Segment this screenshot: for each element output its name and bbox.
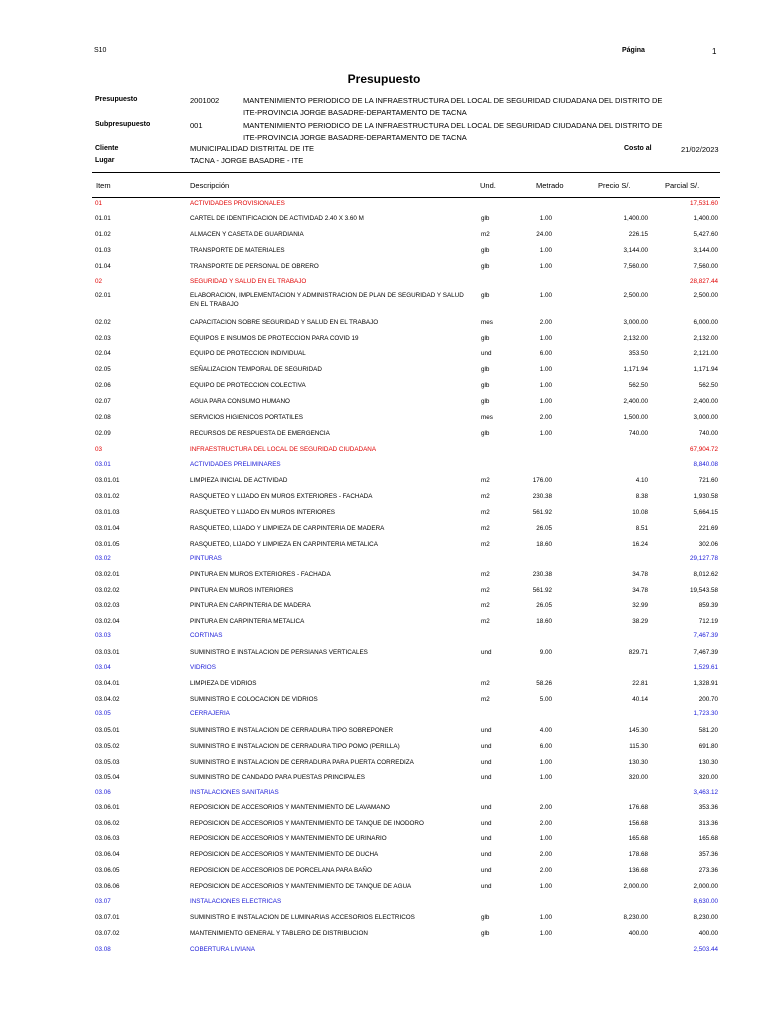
document-title: Presupuesto bbox=[347, 72, 421, 86]
row-description: CARTEL DE IDENTIFICACION DE ACTIVIDAD 2.40 X 3.60 M bbox=[190, 215, 364, 222]
row-metrado: 18.60 bbox=[536, 541, 552, 548]
row-description: REPOSICION DE ACCESORIOS Y MANTENIMIENTO DE LAVAMANO bbox=[190, 804, 390, 811]
row-parcial: 8,230.00 bbox=[693, 914, 718, 921]
row-description: EQUIPO DE PROTECCION COLECTIVA bbox=[190, 382, 306, 389]
row-description: SEÑALIZACION TEMPORAL DE SEGURIDAD bbox=[190, 366, 322, 373]
row-parcial: 165.68 bbox=[698, 835, 718, 842]
row-metrado: 1.00 bbox=[539, 382, 552, 389]
row-item-code: 03.05.04 bbox=[95, 774, 120, 781]
row-metrado: 1.00 bbox=[539, 930, 552, 937]
row-precio: 562.50 bbox=[628, 382, 648, 389]
row-metrado: 176.00 bbox=[532, 477, 552, 484]
row-metrado: 58.26 bbox=[536, 680, 552, 687]
row-parcial: 130.30 bbox=[698, 759, 718, 766]
row-unit: und bbox=[481, 743, 492, 750]
row-parcial: 8,012.62 bbox=[693, 571, 718, 578]
row-metrado: 561.92 bbox=[532, 587, 552, 594]
row-parcial: 1,930.58 bbox=[693, 493, 718, 500]
row-unit: und bbox=[481, 883, 492, 890]
row-item-code: 03.02.03 bbox=[95, 602, 120, 609]
costo-date: 21/02/2023 bbox=[681, 145, 719, 154]
row-parcial: 6,000.00 bbox=[693, 319, 718, 326]
subpresupuesto-text-line1: MANTENIMIENTO PERIODICO DE LA INFRAESTRUCTURA DEL LOCAL DE SEGURIDAD CIUDADANA DEL DISTRITO DE bbox=[243, 121, 663, 130]
row-parcial: 17,531.60 bbox=[689, 200, 718, 207]
row-unit: m2 bbox=[481, 602, 490, 609]
row-metrado: 6.00 bbox=[539, 350, 552, 357]
row-parcial: 859.39 bbox=[698, 602, 718, 609]
row-precio: 178.68 bbox=[628, 851, 648, 858]
row-unit: glb bbox=[481, 930, 490, 937]
row-item-code: 03.01.03 bbox=[95, 509, 120, 516]
row-item-code: 03.02.04 bbox=[95, 618, 120, 625]
row-metrado: 5.00 bbox=[539, 696, 552, 703]
row-parcial: 221.69 bbox=[698, 525, 718, 532]
row-precio: 145.30 bbox=[628, 727, 648, 734]
row-precio: 165.68 bbox=[628, 835, 648, 842]
row-precio: 4.10 bbox=[635, 477, 648, 484]
row-description: RASQUETEO Y LIJADO EN MUROS EXTERIORES - FACHADA bbox=[190, 493, 373, 500]
row-precio: 8,230.00 bbox=[623, 914, 648, 921]
row-description: SUMINISTRO E INSTALACION DE CERRADURA TIPO SOBREPONER bbox=[190, 727, 394, 734]
row-unit: m2 bbox=[481, 509, 490, 516]
row-unit: und bbox=[481, 649, 492, 656]
row-description: CERRAJERIA bbox=[190, 710, 230, 717]
row-item-code: 03.06.02 bbox=[95, 820, 120, 827]
row-metrado: 1.00 bbox=[539, 335, 552, 342]
row-parcial: 2,000.00 bbox=[693, 883, 718, 890]
row-description: INSTALACIONES SANITARIAS bbox=[190, 789, 279, 796]
row-metrado: 1.00 bbox=[539, 759, 552, 766]
page-label: Página bbox=[622, 47, 645, 54]
row-precio: 1,171.94 bbox=[623, 366, 648, 373]
row-item-code: 03.05.02 bbox=[95, 743, 120, 750]
row-precio: 7,560.00 bbox=[623, 263, 648, 270]
row-precio: 40.14 bbox=[632, 696, 648, 703]
row-unit: m2 bbox=[481, 231, 490, 238]
row-description: ACTIVIDADES PRELIMINARES bbox=[190, 461, 281, 468]
row-parcial: 8,840.08 bbox=[693, 461, 718, 468]
row-metrado: 1.00 bbox=[539, 398, 552, 405]
row-description: RECURSOS DE RESPUESTA DE EMERGENCIA bbox=[190, 430, 330, 437]
row-parcial: 353.36 bbox=[698, 804, 718, 811]
row-metrado: 6.00 bbox=[539, 743, 552, 750]
row-description: PINTURAS bbox=[190, 555, 222, 562]
table-header bbox=[92, 172, 720, 198]
row-parcial: 5,664.15 bbox=[693, 509, 718, 516]
cliente-label: Cliente bbox=[95, 145, 119, 152]
lugar-label: Lugar bbox=[95, 157, 115, 164]
row-item-code: 03.01 bbox=[95, 461, 111, 468]
row-unit: glb bbox=[481, 292, 490, 299]
row-description: SUMINISTRO E INSTALACION DE CERRADURA TIPO POMO (PERILLA) bbox=[190, 743, 400, 750]
presupuesto-text-line2: ITE-PROVINCIA JORGE BASADRE-DEPARTAMENTO DE TACNA bbox=[243, 108, 467, 117]
row-precio: 3,144.00 bbox=[623, 247, 648, 254]
row-parcial: 581.20 bbox=[698, 727, 718, 734]
row-parcial: 19,543.58 bbox=[689, 587, 718, 594]
subpresupuesto-label: Subpresupuesto bbox=[95, 121, 151, 128]
row-parcial: 691.80 bbox=[698, 743, 718, 750]
row-precio: 136.68 bbox=[628, 867, 648, 874]
row-metrado: 1.00 bbox=[539, 430, 552, 437]
row-item-code: 03.06.06 bbox=[95, 883, 120, 890]
row-item-code: 01.02 bbox=[95, 231, 111, 238]
row-item-code: 03.02.02 bbox=[95, 587, 120, 594]
row-item-code: 03.01.05 bbox=[95, 541, 120, 548]
row-description: AGUA PARA CONSUMO HUMANO bbox=[190, 398, 290, 405]
row-parcial: 7,467.39 bbox=[693, 649, 718, 656]
row-metrado: 1.00 bbox=[539, 215, 552, 222]
row-unit: m2 bbox=[481, 493, 490, 500]
row-unit: glb bbox=[481, 430, 490, 437]
row-description: MANTENIMIENTO GENERAL Y TABLERO DE DISTRIBUCION bbox=[190, 930, 368, 937]
row-precio: 34.78 bbox=[632, 587, 648, 594]
row-parcial: 200.70 bbox=[698, 696, 718, 703]
row-precio: 226.15 bbox=[628, 231, 648, 238]
row-description: ELABORACION, IMPLEMENTACION Y ADMINISTRACION DE PLAN DE SEGURIDAD Y SALUD EN EL TRABAJO bbox=[190, 292, 464, 308]
row-parcial: 721.60 bbox=[698, 477, 718, 484]
row-parcial: 7,467.39 bbox=[693, 632, 718, 639]
row-item-code: 03.01.01 bbox=[95, 477, 120, 484]
row-description: EQUIPO DE PROTECCION INDIVIDUAL bbox=[190, 350, 306, 357]
row-parcial: 67,904.72 bbox=[689, 446, 718, 453]
row-precio: 2,500.00 bbox=[623, 292, 648, 299]
row-precio: 353.50 bbox=[628, 350, 648, 357]
row-item-code: 02.04 bbox=[95, 350, 111, 357]
row-description: EQUIPOS E INSUMOS DE PROTECCION PARA COVID 19 bbox=[190, 335, 359, 342]
row-parcial: 1,328.91 bbox=[693, 680, 718, 687]
row-metrado: 2.00 bbox=[539, 820, 552, 827]
row-metrado: 26.05 bbox=[536, 602, 552, 609]
row-description: SUMINISTRO E INSTALACION DE LUMINARIAS ACCESORIOS ELECTRICOS bbox=[190, 914, 415, 921]
row-parcial: 1,723.30 bbox=[693, 710, 718, 717]
row-item-code: 02.06 bbox=[95, 382, 111, 389]
row-metrado: 9.00 bbox=[539, 649, 552, 656]
col-parcial: Parcial S/. bbox=[665, 181, 700, 190]
row-description: RASQUETEO, LIJADO Y LIMPIEZA EN CARPINTERIA METALICA bbox=[190, 541, 378, 548]
row-item-code: 03.01.02 bbox=[95, 493, 120, 500]
row-item-code: 03.05 bbox=[95, 710, 111, 717]
row-metrado: 2.00 bbox=[539, 867, 552, 874]
row-precio: 740.00 bbox=[628, 430, 648, 437]
row-item-code: 03.06.03 bbox=[95, 835, 120, 842]
row-parcial: 1,171.94 bbox=[693, 366, 718, 373]
row-description: COBERTURA LIVIANA bbox=[190, 946, 255, 953]
col-precio: Precio S/. bbox=[598, 181, 631, 190]
row-description: SUMINISTRO E INSTALACION DE PERSIANAS VERTICALES bbox=[190, 649, 368, 656]
row-description: TRANSPORTE DE MATERIALES bbox=[190, 247, 285, 254]
row-unit: und bbox=[481, 820, 492, 827]
row-unit: und bbox=[481, 851, 492, 858]
col-item: Item bbox=[96, 181, 111, 190]
row-metrado: 230.38 bbox=[532, 571, 552, 578]
row-unit: glb bbox=[481, 366, 490, 373]
row-parcial: 1,400.00 bbox=[693, 215, 718, 222]
row-parcial: 5,427.60 bbox=[693, 231, 718, 238]
row-unit: glb bbox=[481, 215, 490, 222]
row-item-code: 02.07 bbox=[95, 398, 111, 405]
row-item-code: 03 bbox=[95, 446, 103, 453]
row-item-code: 02.02 bbox=[95, 319, 111, 326]
cliente-value: MUNICIPALIDAD DISTRITAL DE ITE bbox=[190, 144, 315, 153]
row-parcial: 1,529.61 bbox=[693, 664, 718, 671]
presupuesto-code: 2001002 bbox=[190, 96, 220, 105]
row-item-code: 03.06.05 bbox=[95, 867, 120, 874]
row-metrado: 1.00 bbox=[539, 292, 552, 299]
row-parcial: 3,000.00 bbox=[693, 414, 718, 421]
row-description: PINTURA EN CARPINTERIA DE MADERA bbox=[190, 602, 311, 609]
row-item-code: 03.07 bbox=[95, 898, 111, 905]
row-unit: glb bbox=[481, 914, 490, 921]
presupuesto-label: Presupuesto bbox=[95, 96, 138, 103]
row-parcial: 7,560.00 bbox=[693, 263, 718, 270]
subpresupuesto-code: 001 bbox=[190, 121, 203, 130]
software-label: S10 bbox=[94, 47, 107, 54]
row-metrado: 561.92 bbox=[532, 509, 552, 516]
row-item-code: 03.05.03 bbox=[95, 759, 120, 766]
lugar-value: TACNA - JORGE BASADRE - ITE bbox=[190, 156, 304, 165]
row-item-code: 03.07.02 bbox=[95, 930, 120, 937]
row-precio: 1,500.00 bbox=[623, 414, 648, 421]
row-parcial: 357.36 bbox=[698, 851, 718, 858]
row-precio: 2,400.00 bbox=[623, 398, 648, 405]
row-item-code: 03.02 bbox=[95, 555, 111, 562]
row-item-code: 03.04.02 bbox=[95, 696, 120, 703]
row-precio: 8.51 bbox=[635, 525, 648, 532]
row-precio: 16.24 bbox=[632, 541, 648, 548]
row-item-code: 02.01 bbox=[95, 292, 111, 299]
row-unit: und bbox=[481, 774, 492, 781]
row-metrado: 2.00 bbox=[539, 804, 552, 811]
presupuesto-text-line1: MANTENIMIENTO PERIODICO DE LA INFRAESTRUCTURA DEL LOCAL DE SEGURIDAD CIUDADANA DEL DISTRITO DE bbox=[243, 96, 663, 105]
row-precio: 10.08 bbox=[632, 509, 648, 516]
row-description: SUMINISTRO E INSTALACION DE CERRADURA PARA PUERTA CORREDIZA bbox=[190, 759, 414, 766]
page-number: 1 bbox=[712, 47, 717, 56]
row-item-code: 03.04.01 bbox=[95, 680, 120, 687]
row-parcial: 2,121.00 bbox=[693, 350, 718, 357]
row-precio: 320.00 bbox=[628, 774, 648, 781]
row-item-code: 03.08 bbox=[95, 946, 111, 953]
row-metrado: 1.00 bbox=[539, 366, 552, 373]
row-metrado: 1.00 bbox=[539, 263, 552, 270]
row-unit: m2 bbox=[481, 587, 490, 594]
row-precio: 32.99 bbox=[632, 602, 648, 609]
row-metrado: 2.00 bbox=[539, 851, 552, 858]
row-item-code: 03.07.01 bbox=[95, 914, 120, 921]
row-parcial: 2,400.00 bbox=[693, 398, 718, 405]
row-metrado: 2.00 bbox=[539, 319, 552, 326]
row-precio: 2,132.00 bbox=[623, 335, 648, 342]
row-unit: und bbox=[481, 727, 492, 734]
row-description: RASQUETEO, LIJADO Y LIMPIEZA DE CARPINTERIA DE MADERA bbox=[190, 525, 385, 532]
row-metrado: 1.00 bbox=[539, 835, 552, 842]
row-description: LIMPIEZA DE VIDRIOS bbox=[190, 680, 257, 687]
row-description: RASQUETEO Y LIJADO EN MUROS INTERIORES bbox=[190, 509, 335, 516]
row-description: PINTURA EN MUROS EXTERIORES - FACHADA bbox=[190, 571, 331, 578]
row-metrado: 1.00 bbox=[539, 883, 552, 890]
row-item-code: 01.01 bbox=[95, 215, 111, 222]
row-precio: 38.29 bbox=[632, 618, 648, 625]
row-item-code: 02.03 bbox=[95, 335, 111, 342]
row-item-code: 03.03.01 bbox=[95, 649, 120, 656]
row-parcial: 562.50 bbox=[698, 382, 718, 389]
row-precio: 2,000.00 bbox=[623, 883, 648, 890]
row-description: REPOSICION DE ACCESORIOS Y MANTENIMIENTO DE DUCHA bbox=[190, 851, 379, 858]
row-parcial: 740.00 bbox=[698, 430, 718, 437]
row-item-code: 03.06 bbox=[95, 789, 111, 796]
row-description: PINTURA EN MUROS INTERIORES bbox=[190, 587, 294, 594]
row-description: ALMACEN Y CASETA DE GUARDIANIA bbox=[190, 231, 304, 238]
row-parcial: 273.36 bbox=[698, 867, 718, 874]
col-und: Und. bbox=[480, 181, 496, 190]
row-precio: 829.71 bbox=[628, 649, 648, 656]
row-item-code: 03.05.01 bbox=[95, 727, 120, 734]
row-metrado: 1.00 bbox=[539, 247, 552, 254]
row-metrado: 24.00 bbox=[536, 231, 552, 238]
row-precio: 400.00 bbox=[628, 930, 648, 937]
row-parcial: 712.19 bbox=[698, 618, 718, 625]
row-parcial: 2,503.44 bbox=[693, 946, 718, 953]
row-item-code: 01.03 bbox=[95, 247, 111, 254]
row-parcial: 302.06 bbox=[698, 541, 718, 548]
row-parcial: 2,500.00 bbox=[693, 292, 718, 299]
row-parcial: 400.00 bbox=[698, 930, 718, 937]
row-item-code: 02.05 bbox=[95, 366, 111, 373]
row-unit: m2 bbox=[481, 541, 490, 548]
row-item-code: 03.03 bbox=[95, 632, 111, 639]
row-item-code: 03.04 bbox=[95, 664, 111, 671]
row-precio: 8.38 bbox=[635, 493, 648, 500]
row-precio: 34.78 bbox=[632, 571, 648, 578]
row-unit: glb bbox=[481, 382, 490, 389]
row-description: SUMINISTRO DE CANDADO PARA PUESTAS PRINCIPALES bbox=[190, 774, 365, 781]
row-precio: 156.68 bbox=[628, 820, 648, 827]
row-description: INSTALACIONES ELECTRICAS bbox=[190, 898, 282, 905]
row-precio: 115.30 bbox=[629, 743, 648, 750]
row-description: SERVICIOS HIGIENICOS PORTATILES bbox=[190, 414, 303, 421]
row-parcial: 2,132.00 bbox=[693, 335, 718, 342]
row-parcial: 313.36 bbox=[698, 820, 718, 827]
row-unit: glb bbox=[481, 335, 490, 342]
row-metrado: 2.00 bbox=[539, 414, 552, 421]
row-description: TRANSPORTE DE PERSONAL DE OBRERO bbox=[190, 263, 319, 270]
row-parcial: 8,630.00 bbox=[693, 898, 718, 905]
row-description: CAPACITACION SOBRE SEGURIDAD Y SALUD EN EL TRABAJO bbox=[190, 319, 379, 326]
row-precio: 130.30 bbox=[628, 759, 648, 766]
row-precio: 3,000.00 bbox=[623, 319, 648, 326]
subpresupuesto-text-line2: ITE-PROVINCIA JORGE BASADRE-DEPARTAMENTO DE TACNA bbox=[243, 133, 467, 142]
row-item-code: 02.09 bbox=[95, 430, 111, 437]
row-precio: 1,400.00 bbox=[623, 215, 648, 222]
row-metrado: 26.05 bbox=[536, 525, 552, 532]
row-precio: 22.81 bbox=[632, 680, 648, 687]
row-item-code: 02.08 bbox=[95, 414, 111, 421]
row-description: ACTIVIDADES PROVISIONALES bbox=[190, 200, 285, 207]
row-unit: und bbox=[481, 835, 492, 842]
row-metrado: 1.00 bbox=[539, 774, 552, 781]
row-unit: und bbox=[481, 867, 492, 874]
row-unit: glb bbox=[481, 263, 490, 270]
row-unit: m2 bbox=[481, 680, 490, 687]
row-precio: 176.68 bbox=[628, 804, 648, 811]
row-item-code: 03.01.04 bbox=[95, 525, 120, 532]
row-unit: m2 bbox=[481, 571, 490, 578]
row-parcial: 3,463.12 bbox=[693, 789, 718, 796]
row-description: PINTURA EN CARPINTERIA METALICA bbox=[190, 618, 305, 625]
row-unit: m2 bbox=[481, 477, 490, 484]
row-item-code: 03.02.01 bbox=[95, 571, 120, 578]
row-description: VIDRIOS bbox=[190, 664, 216, 671]
row-unit: glb bbox=[481, 398, 490, 405]
row-unit: mes bbox=[481, 319, 493, 326]
row-metrado: 4.00 bbox=[539, 727, 552, 734]
row-description: REPOSICION DE ACCESORIOS Y MANTENIMIENTO DE TANQUE DE INODORO bbox=[190, 820, 424, 827]
row-metrado: 18.60 bbox=[536, 618, 552, 625]
row-item-code: 02 bbox=[95, 278, 103, 285]
row-unit: und bbox=[481, 350, 492, 357]
row-unit: m2 bbox=[481, 525, 490, 532]
row-item-code: 03.06.04 bbox=[95, 851, 120, 858]
row-description: SUMINISTRO E COLOCACION DE VIDRIOS bbox=[190, 696, 318, 703]
row-unit: glb bbox=[481, 247, 490, 254]
row-parcial: 320.00 bbox=[698, 774, 718, 781]
row-unit: m2 bbox=[481, 618, 490, 625]
row-unit: m2 bbox=[481, 696, 490, 703]
row-description: LIMPIEZA INICIAL DE ACTIVIDAD bbox=[190, 477, 288, 484]
row-parcial: 29,127.78 bbox=[689, 555, 718, 562]
costo-label: Costo al bbox=[624, 145, 652, 152]
row-unit: und bbox=[481, 759, 492, 766]
row-metrado: 1.00 bbox=[539, 914, 552, 921]
row-item-code: 01 bbox=[95, 200, 103, 207]
row-description: REPOSICION DE ACCESORIOS Y MANTENIMIENTO DE TANQUE DE AGUA bbox=[190, 883, 412, 890]
row-unit: mes bbox=[481, 414, 493, 421]
col-metrado: Metrado bbox=[536, 181, 564, 190]
col-descripcion: Descripción bbox=[190, 181, 230, 190]
row-description: SEGURIDAD Y SALUD EN EL TRABAJO bbox=[190, 278, 307, 285]
row-metrado: 230.38 bbox=[532, 493, 552, 500]
row-parcial: 28,827.44 bbox=[689, 278, 718, 285]
row-unit: und bbox=[481, 804, 492, 811]
row-description: CORTINAS bbox=[190, 632, 223, 639]
row-description: REPOSICION DE ACCESORIOS DE PORCELANA PARA BAÑO bbox=[190, 867, 372, 874]
row-description: REPOSICION DE ACCESORIOS Y MANTENIMIENTO DE URINARIO bbox=[190, 835, 387, 842]
row-description: INFRAESTRUCTURA DEL LOCAL DE SEGURIDAD CIUDADANA bbox=[190, 446, 377, 453]
row-item-code: 03.06.01 bbox=[95, 804, 120, 811]
row-item-code: 01.04 bbox=[95, 263, 111, 270]
row-parcial: 3,144.00 bbox=[693, 247, 718, 254]
